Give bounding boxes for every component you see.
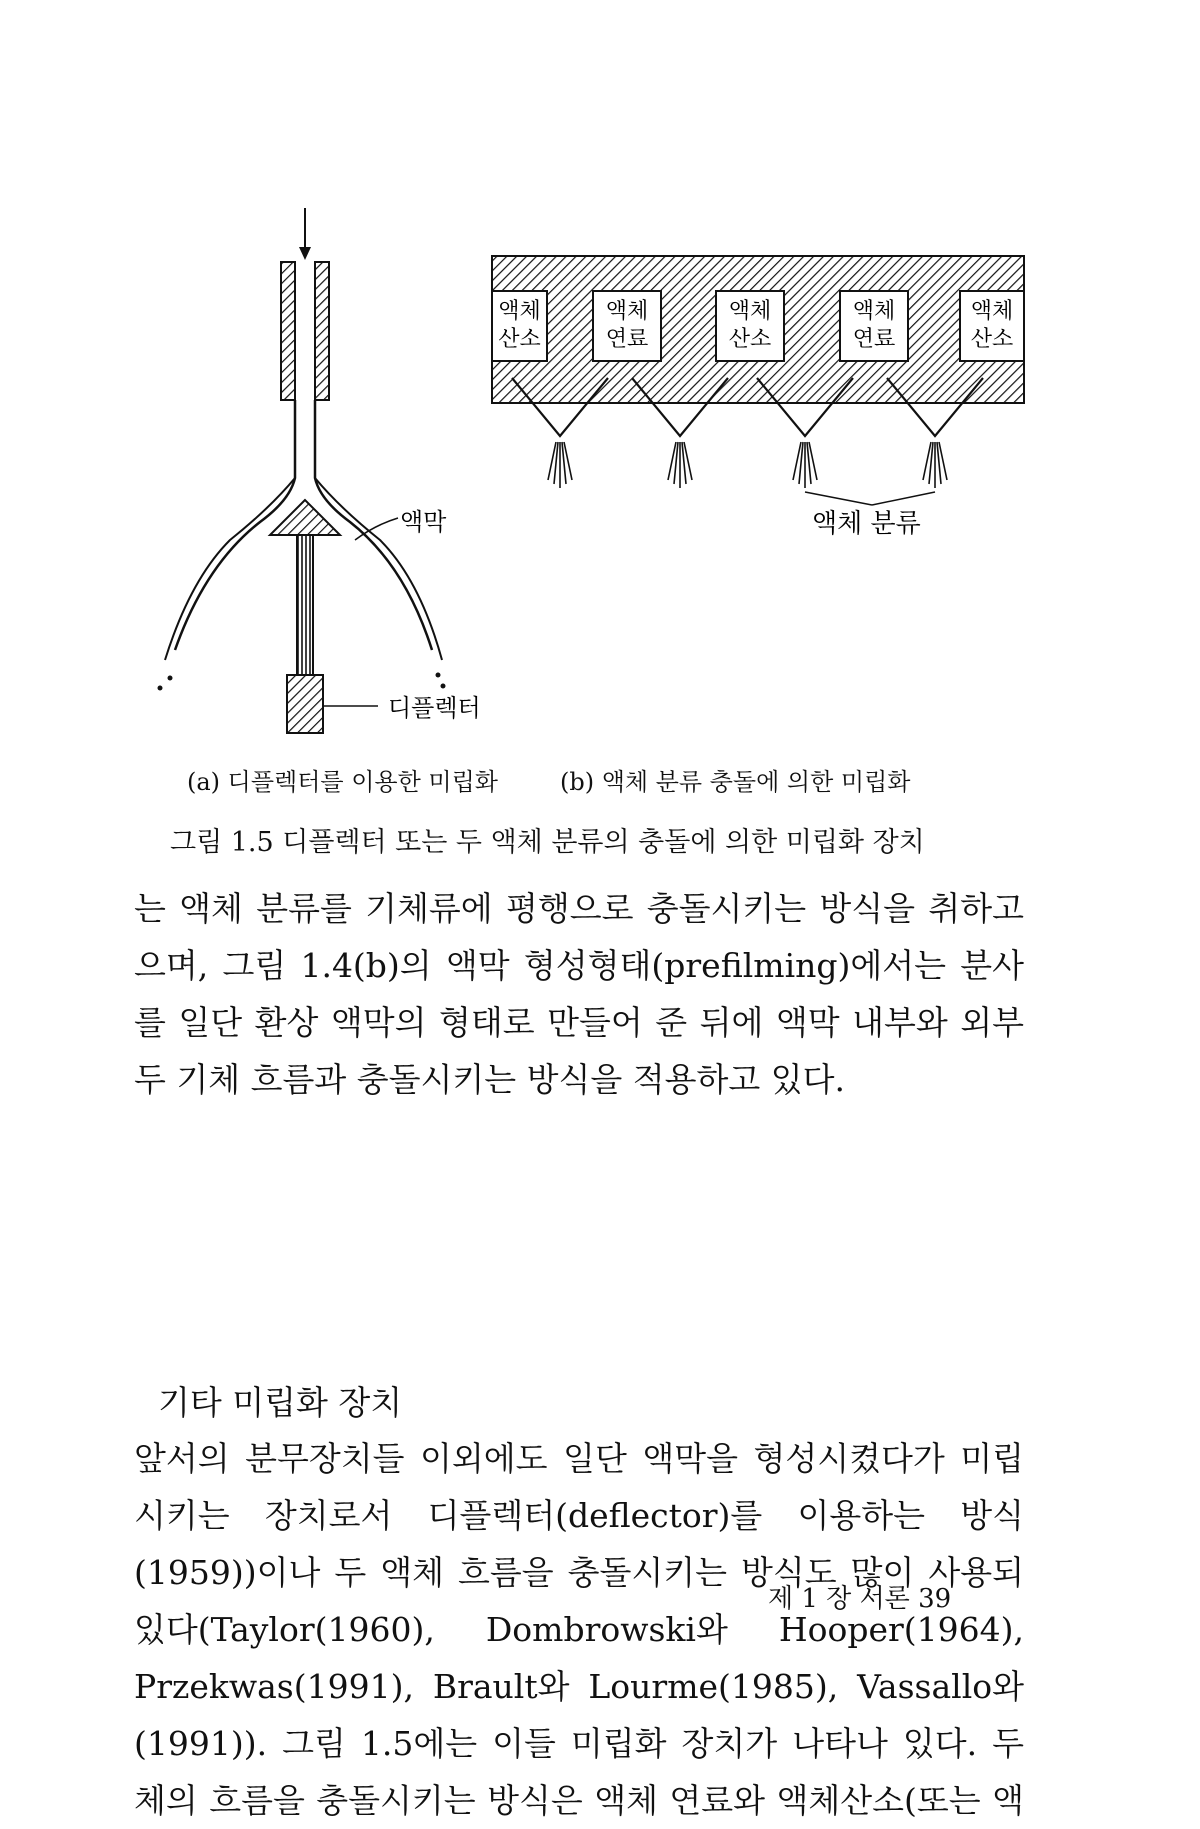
jet-label: 액체 분류	[812, 509, 921, 539]
label-leader	[805, 492, 872, 505]
injector-box-label: 연료	[605, 327, 649, 352]
text-line: 시키는 장치로서 디플렉터(deflector)를 이용하는 방식	[134, 1496, 1024, 1535]
impinging-jets-diagram	[492, 256, 1024, 539]
injector-box-label: 액체	[605, 299, 649, 324]
injector-box	[716, 291, 784, 361]
injector-box	[492, 291, 547, 361]
label-leader	[872, 492, 935, 505]
subcaption-b: (b) 액체 분류 충돌에 의한 미립화	[560, 768, 911, 796]
text-line: Przekwas(1991), Brault와 Lourme(1985), Vassallo와	[134, 1667, 1024, 1706]
section-heading: 기타 미립화 장치	[158, 1383, 403, 1422]
film-label: 액막	[400, 508, 447, 536]
liquid-film-left	[175, 400, 295, 650]
text-line: (1959))이나 두 액체 흐름을 충돌시키는 방식도 많이 사용되	[134, 1553, 1024, 1592]
paragraph-1	[134, 880, 1024, 1108]
deflector-stem	[297, 535, 313, 675]
text-line: 있다(Taylor(1960), Dombrowski와 Hooper(1964),	[134, 1610, 1024, 1649]
injector-box-label: 액체	[852, 299, 896, 324]
text-line: 는 액체 분류를 기체류에 평행으로 충돌시키는 방식을 취하고	[134, 889, 1024, 928]
injector-box-label: 연료	[852, 327, 896, 352]
text-line: (1991)). 그림 1.5에는 이들 미립화 장치가 나타나 있다. 두	[134, 1724, 1024, 1763]
figure-1-5	[0, 0, 1200, 760]
nozzle-wall-left	[281, 262, 295, 400]
injector-box-label: 산소	[498, 327, 541, 352]
deflector-diagram	[158, 208, 481, 733]
injector-box-label: 액체	[728, 299, 772, 324]
injector-box	[840, 291, 908, 361]
injector-box-label: 액체	[970, 299, 1014, 324]
text-line: 으며, 그림 1.4(b)의 액막 형성형태(prefilming)에서는 분사	[134, 946, 1024, 985]
page-footer: 제 1 장 서론 39	[768, 1584, 952, 1614]
paragraph-2	[134, 1430, 1024, 1829]
figure-caption: 그림 1.5 디플렉터 또는 두 액체 분류의 충돌에 의한 미립화 장치	[170, 827, 925, 858]
subcaption-a: (a) 디플렉터를 이용한 미립화	[187, 768, 498, 796]
injector-box-label: 산소	[728, 327, 772, 352]
text-line: 를 일단 환상 액막의 형태로 만들어 준 뒤에 액막 내부와 외부	[134, 1003, 1024, 1042]
text-line: 앞서의 분무장치들 이외에도 일단 액막을 형성시켰다가 미립	[134, 1439, 1024, 1478]
injector-box	[593, 291, 661, 361]
text-line: 체의 흐름을 충돌시키는 방식은 액체 연료와 액체산소(또는 액	[134, 1781, 1024, 1820]
injector-box-label: 액체	[498, 299, 541, 324]
deflector-base	[287, 675, 323, 733]
injector-box	[960, 291, 1024, 361]
injector-box-label: 산소	[970, 327, 1014, 352]
text-line: 두 기체 흐름과 충돌시키는 방식을 적용하고 있다.	[134, 1060, 845, 1099]
nozzle-wall-right	[315, 262, 329, 400]
deflector-label: 디플렉터	[388, 694, 481, 722]
